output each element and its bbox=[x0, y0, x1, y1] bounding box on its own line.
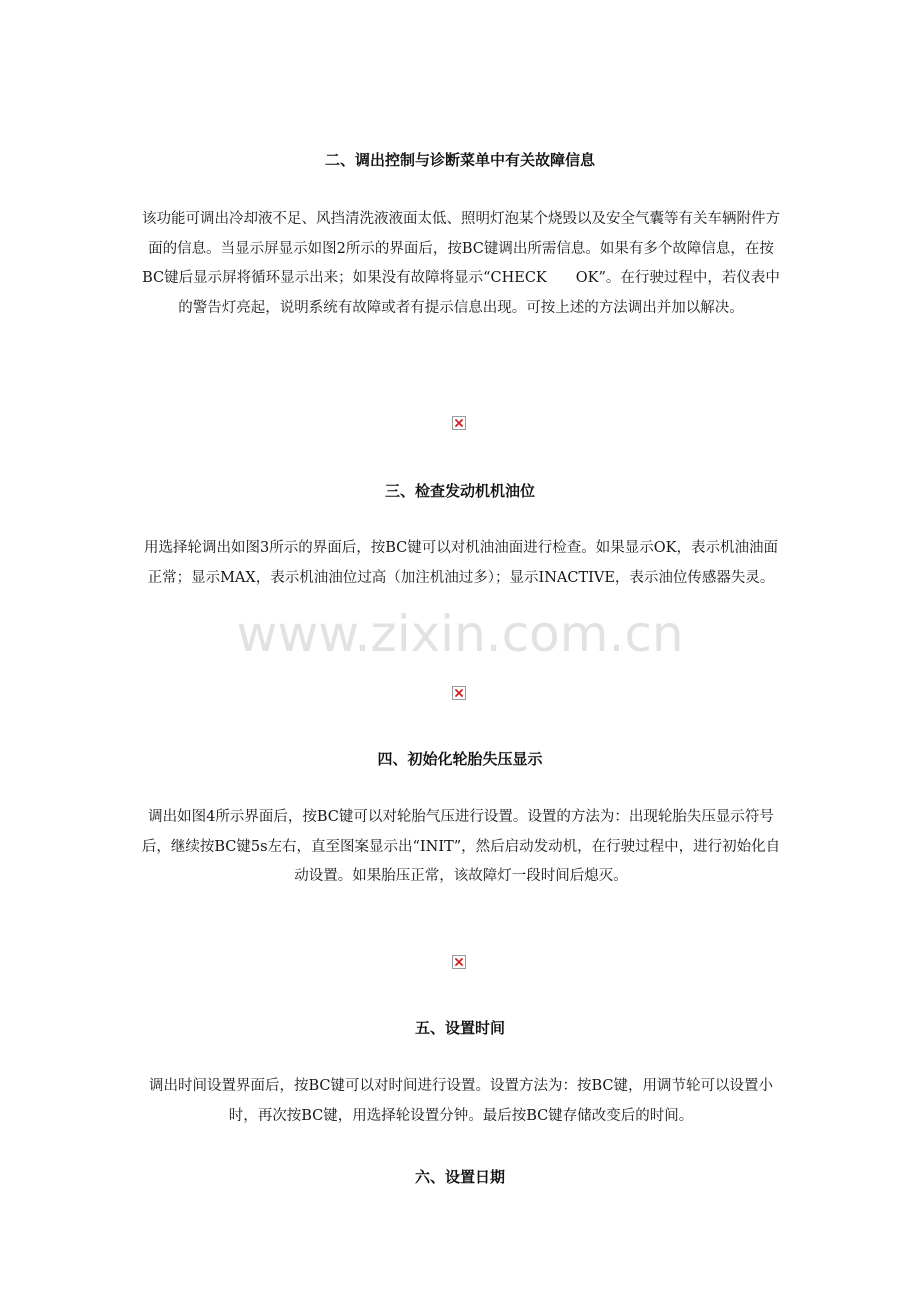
section-heading-5: 五、设置时间 bbox=[414, 1019, 505, 1037]
section-paragraph-4: 调出如图4所示界面后，按BC键可以对轮胎气压进行设置。设置的方法为：出现轮胎失压显示符号后，继续按BC键5s左右，直至图案显示出“INIT”，然后启动发动机，在行驶过程中，进行初始化自动设置。如果胎压正常，该故障灯一段时间后熄灭。 bbox=[141, 809, 781, 884]
section-heading-4: 四、初始化轮胎失压显示 bbox=[377, 750, 543, 768]
section-heading-3: 三、检查发动机机油位 bbox=[384, 482, 535, 500]
broken-image-icon bbox=[452, 955, 466, 969]
section-heading-2: 二、调出控制与诊断菜单中有关故障信息 bbox=[324, 151, 595, 169]
section-paragraph-5: 调出时间设置界面后，按BC键可以对时间进行设置。设置方法为：按BC键，用调节轮可以设置小时，再次按BC键，用选择轮设置分钟。最后按BC键存储改变后的时间。 bbox=[148, 1078, 774, 1124]
broken-image-icon bbox=[452, 686, 466, 700]
broken-image-icon bbox=[452, 416, 466, 430]
section-paragraph-3: 用选择轮调出如图3所示的界面后，按BC键可以对机油油面进行检查。如果显示OK，表示机油油面正常；显示MAX，表示机油油位过高（加注机油过多）；显示INACTIVE，表示油位传感器失灵。 bbox=[144, 540, 778, 586]
section-paragraph-2: 该功能可调出冷却液不足、风挡清洗液液面太低、照明灯泡某个烧毁以及安全气囊等有关车辆附件方面的信息。当显示屏显示如图2所示的界面后，按BC键调出所需信息。如果有多个故障信息，在按BC键后显示屏将循环显示出来；如果没有故障将显示“CHECK OK”。在行驶过程中，若仪表中的警告灯亮起，说明系统有故障或者有提示信息出现。可按上述的方法调出并加以解决。 bbox=[142, 211, 780, 316]
section-heading-6: 六、设置日期 bbox=[414, 1168, 505, 1186]
watermark: www.zixin.com.cn bbox=[236, 605, 684, 663]
